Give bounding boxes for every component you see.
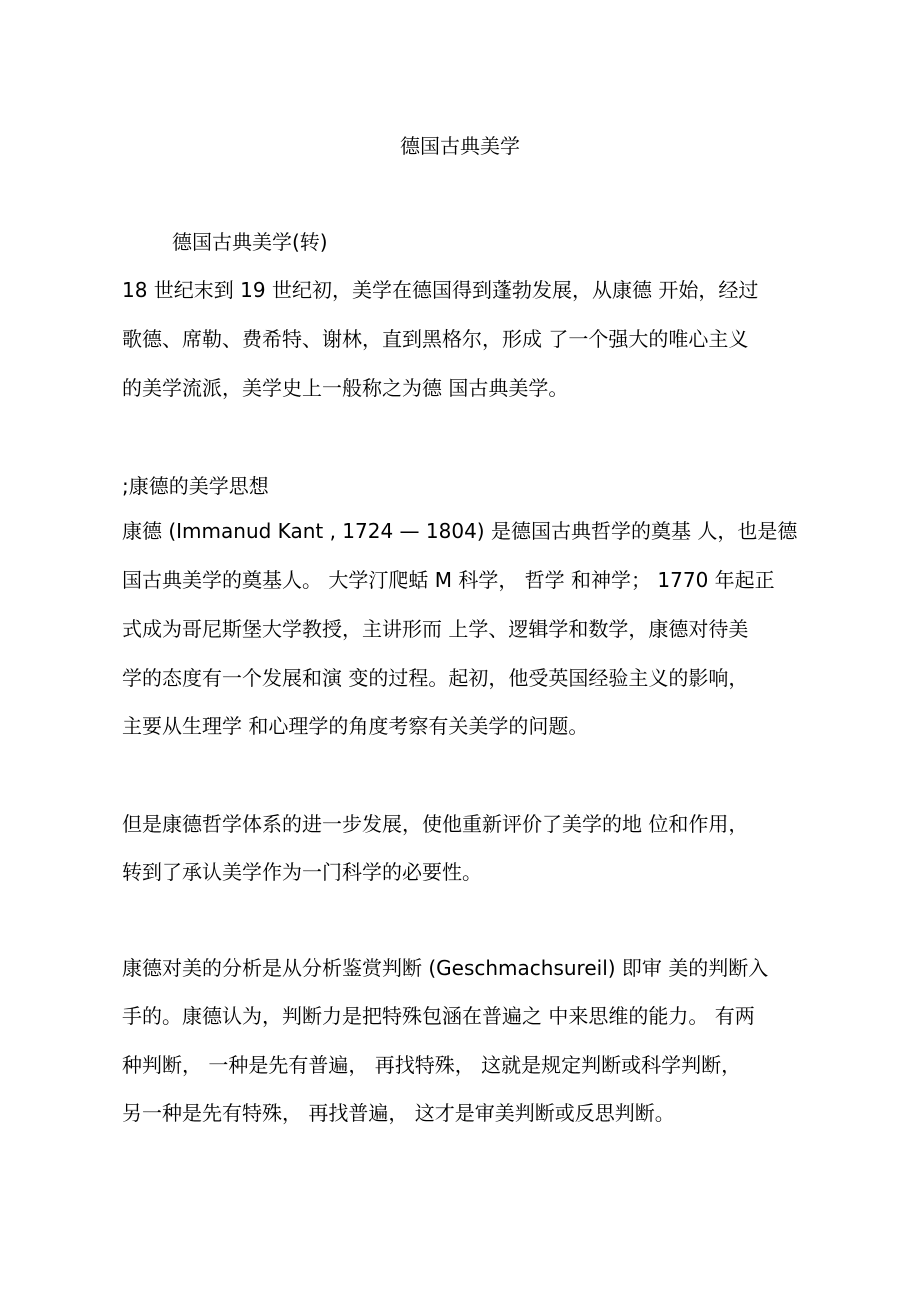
document-subtitle: 德国古典美学(转) <box>172 230 328 254</box>
text-line: 康德 (Immanud Kant , 1724 — 1804) 是德国古典哲学的奠基 人，也是德 <box>122 519 798 543</box>
text-line: 式成为哥尼斯堡大学教授，主讲形而 上学、逻辑学和数学，康德对待美 <box>122 617 749 641</box>
text-line: 转到了承认美学作为一门科学的必要性。 <box>122 860 482 884</box>
text-line: 种判断， 一种是先有普遍， 再找特殊， 这就是规定判断或科学判断， <box>122 1053 742 1077</box>
text-line: 主要从生理学 和心理学的角度考察有关美学的问题。 <box>122 714 589 738</box>
text-line: 康德对美的分析是从分析鉴赏判断 (Geschmachsureil) 即审 美的判断入 <box>122 956 769 980</box>
text-line: 国古典美学的奠基人。 大学汀爬蛞 M 科学， 哲学 和神学； 1770 年起正 <box>122 568 775 592</box>
text-line: 学的态度有一个发展和演 变的过程。起初，他受英国经验主义的影响， <box>122 666 749 690</box>
text-line: 的美学流派，美学史上一般称之为德 国古典美学。 <box>122 376 569 400</box>
document-title: 德国古典美学 <box>400 134 520 158</box>
text-line: 另一种是先有特殊， 再找普遍， 这才是审美判断或反思判断。 <box>122 1101 675 1125</box>
text-line: 手的。康德认为，判断力是把特殊包涵在普遍之 中来思维的能力。 有两 <box>122 1004 755 1028</box>
text-line: 18 世纪末到 19 世纪初，美学在德国得到蓬勃发展，从康德 开始，经过 <box>122 278 759 302</box>
text-line: 歌德、席勒、费希特、谢林，直到黑格尔，形成 了一个强大的唯心主义 <box>122 327 749 351</box>
text-line: 但是康德哲学体系的进一步发展，使他重新评价了美学的地 位和作用， <box>122 812 749 836</box>
section-heading: ;康德的美学思想 <box>122 474 269 498</box>
